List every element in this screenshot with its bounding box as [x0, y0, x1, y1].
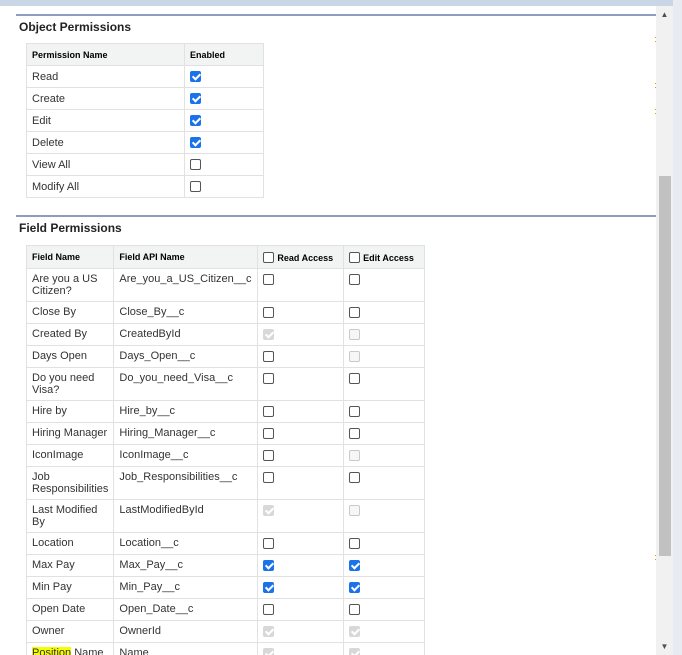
object-permissions-heading: Object Permissions — [16, 14, 656, 38]
table-row — [27, 269, 425, 302]
table-row — [27, 88, 264, 110]
read-access-cell — [258, 445, 344, 467]
table-row — [27, 577, 425, 599]
read-access-checkbox[interactable] — [263, 428, 274, 439]
enabled-checkbox[interactable] — [190, 115, 201, 126]
table-row — [27, 110, 264, 132]
read-access-cell — [258, 401, 344, 423]
col-edit-access — [344, 246, 425, 269]
col-permission-name: Permission Name — [27, 44, 185, 66]
search-highlight: Position — [32, 647, 71, 655]
table-row — [27, 302, 425, 324]
edit-access-cell — [344, 269, 425, 302]
read-access-label: Read Access — [277, 252, 334, 263]
field-api-name: Name — [114, 643, 258, 655]
col-read-access — [258, 246, 344, 269]
enabled-cell — [185, 88, 264, 110]
table-row — [27, 368, 425, 401]
permission-name: Create — [27, 88, 185, 110]
table-row — [27, 132, 264, 154]
edit-access-checkbox[interactable] — [349, 604, 360, 615]
read-access-cell — [258, 302, 344, 324]
edit-access-checkbox[interactable] — [349, 560, 360, 571]
read-access-checkbox — [263, 648, 274, 655]
edit-access-cell — [344, 621, 425, 643]
read-access-checkbox[interactable] — [263, 351, 274, 362]
edit-access-cell — [344, 445, 425, 467]
table-row — [27, 643, 425, 655]
enabled-checkbox[interactable] — [190, 71, 201, 82]
edit-access-checkbox — [349, 505, 360, 516]
edit-access-checkbox[interactable] — [349, 274, 360, 285]
enabled-cell — [185, 132, 264, 154]
read-access-cell — [258, 577, 344, 599]
enabled-cell — [185, 110, 264, 132]
edit-access-checkbox — [349, 351, 360, 362]
field-name: Close By — [27, 302, 114, 324]
read-access-cell — [258, 555, 344, 577]
field-api-name: Are_you_a_US_Citizen__c — [114, 269, 258, 302]
field-name: Location — [27, 533, 114, 555]
read-access-checkbox[interactable] — [263, 560, 274, 571]
edit-access-checkbox — [349, 626, 360, 637]
read-access-checkbox[interactable] — [263, 373, 274, 384]
read-access-cell — [258, 599, 344, 621]
edit-access-checkbox — [349, 450, 360, 461]
table-row — [27, 154, 264, 176]
field-name: Min Pay — [27, 577, 114, 599]
enabled-cell — [185, 176, 264, 198]
edit-access-cell — [344, 467, 425, 500]
edit-access-cell — [344, 599, 425, 621]
select-all-edit-checkbox[interactable] — [349, 252, 360, 263]
edit-access-checkbox[interactable] — [349, 538, 360, 549]
permission-name: Edit — [27, 110, 185, 132]
field-api-name: Max_Pay__c — [114, 555, 258, 577]
field-permissions-heading: Field Permissions — [16, 215, 656, 239]
table-row — [27, 533, 425, 555]
permissions-panel — [6, 6, 656, 655]
read-access-cell — [258, 269, 344, 302]
read-access-checkbox[interactable] — [263, 450, 274, 461]
edit-access-cell — [344, 423, 425, 445]
read-access-cell — [258, 423, 344, 445]
enabled-checkbox[interactable] — [190, 137, 201, 148]
permission-name: Modify All — [27, 176, 185, 198]
field-api-name: Hiring_Manager__c — [114, 423, 258, 445]
table-row — [27, 423, 425, 445]
scrollbar-thumb[interactable] — [659, 176, 671, 556]
read-access-cell — [258, 533, 344, 555]
field-name: Job Responsibilities — [27, 467, 114, 500]
table-row — [27, 599, 425, 621]
field-api-name: LastModifiedById — [114, 500, 258, 533]
enabled-checkbox[interactable] — [190, 159, 201, 170]
read-access-cell — [258, 467, 344, 500]
read-access-checkbox[interactable] — [263, 307, 274, 318]
edit-access-cell — [344, 533, 425, 555]
enabled-cell — [185, 66, 264, 88]
permission-name: Delete — [27, 132, 185, 154]
table-row — [27, 176, 264, 198]
field-api-name: CreatedById — [114, 324, 258, 346]
permission-name: View All — [27, 154, 185, 176]
read-access-checkbox — [263, 505, 274, 516]
edit-access-label: Edit Access — [363, 252, 414, 263]
table-row — [27, 346, 425, 368]
field-api-name: Close_By__c — [114, 302, 258, 324]
col-enabled: Enabled — [185, 44, 264, 66]
edit-access-cell — [344, 500, 425, 533]
edit-access-cell — [344, 577, 425, 599]
scroll-up-icon[interactable]: ▲ — [660, 10, 669, 19]
edit-access-checkbox — [349, 329, 360, 340]
read-access-cell — [258, 621, 344, 643]
scroll-down-icon[interactable]: ▼ — [660, 642, 669, 651]
field-name-rest: Name — [71, 647, 104, 655]
edit-access-checkbox[interactable] — [349, 307, 360, 318]
object-permissions-table — [26, 43, 264, 198]
table-row — [27, 621, 425, 643]
table-row — [27, 467, 425, 500]
table-row — [27, 555, 425, 577]
field-permissions-table — [26, 245, 425, 655]
read-access-cell — [258, 500, 344, 533]
read-access-checkbox[interactable] — [263, 406, 274, 417]
permission-name: Read — [27, 66, 185, 88]
read-access-cell — [258, 346, 344, 368]
col-field-api-name: Field API Name — [114, 246, 258, 269]
field-api-name: Job_Responsibilities__c — [114, 467, 258, 500]
col-field-name: Field Name — [27, 246, 114, 269]
field-name: Days Open — [27, 346, 114, 368]
enabled-cell — [185, 154, 264, 176]
edit-access-checkbox[interactable] — [349, 428, 360, 439]
field-name: Open Date — [27, 599, 114, 621]
field-api-name: IconImage__c — [114, 445, 258, 467]
field-name: Last Modified By — [27, 500, 114, 533]
edit-access-checkbox[interactable] — [349, 373, 360, 384]
read-access-checkbox — [263, 329, 274, 340]
table-row — [27, 500, 425, 533]
table-row — [27, 445, 425, 467]
edit-access-cell — [344, 324, 425, 346]
field-name: IconImage — [27, 445, 114, 467]
field-name: Are you a US Citizen? — [27, 269, 114, 302]
read-access-checkbox — [263, 626, 274, 637]
field-api-name: Days_Open__c — [114, 346, 258, 368]
field-api-name: Open_Date__c — [114, 599, 258, 621]
field-name: Max Pay — [27, 555, 114, 577]
field-api-name: Min_Pay__c — [114, 577, 258, 599]
read-access-checkbox[interactable] — [263, 582, 274, 593]
edit-access-cell — [344, 555, 425, 577]
edit-access-checkbox — [349, 648, 360, 655]
select-all-read-checkbox[interactable] — [263, 252, 274, 263]
read-access-cell — [258, 643, 344, 655]
field-name: Owner — [27, 621, 114, 643]
table-row — [27, 324, 425, 346]
read-access-cell — [258, 324, 344, 346]
edit-access-cell — [344, 302, 425, 324]
field-api-name: OwnerId — [114, 621, 258, 643]
field-name: Hiring Manager — [27, 423, 114, 445]
edit-access-checkbox[interactable] — [349, 472, 360, 483]
window-edge — [673, 0, 682, 655]
field-api-name: Location__c — [114, 533, 258, 555]
read-access-checkbox[interactable] — [263, 604, 274, 615]
field-api-name: Hire_by__c — [114, 401, 258, 423]
table-row — [27, 66, 264, 88]
read-access-checkbox[interactable] — [263, 538, 274, 549]
field-name — [27, 643, 114, 655]
field-name: Hire by — [27, 401, 114, 423]
enabled-checkbox[interactable] — [190, 181, 201, 192]
edit-access-cell — [344, 401, 425, 423]
read-access-cell — [258, 368, 344, 401]
edit-access-cell — [344, 643, 425, 655]
read-access-checkbox[interactable] — [263, 472, 274, 483]
edit-access-cell — [344, 346, 425, 368]
field-api-name: Do_you_need_Visa__c — [114, 368, 258, 401]
vertical-scrollbar[interactable] — [656, 6, 673, 655]
edit-access-checkbox[interactable] — [349, 582, 360, 593]
edit-access-checkbox[interactable] — [349, 406, 360, 417]
enabled-checkbox[interactable] — [190, 93, 201, 104]
field-name: Do you need Visa? — [27, 368, 114, 401]
table-row — [27, 401, 425, 423]
read-access-checkbox[interactable] — [263, 274, 274, 285]
edit-access-cell — [344, 368, 425, 401]
field-name: Created By — [27, 324, 114, 346]
